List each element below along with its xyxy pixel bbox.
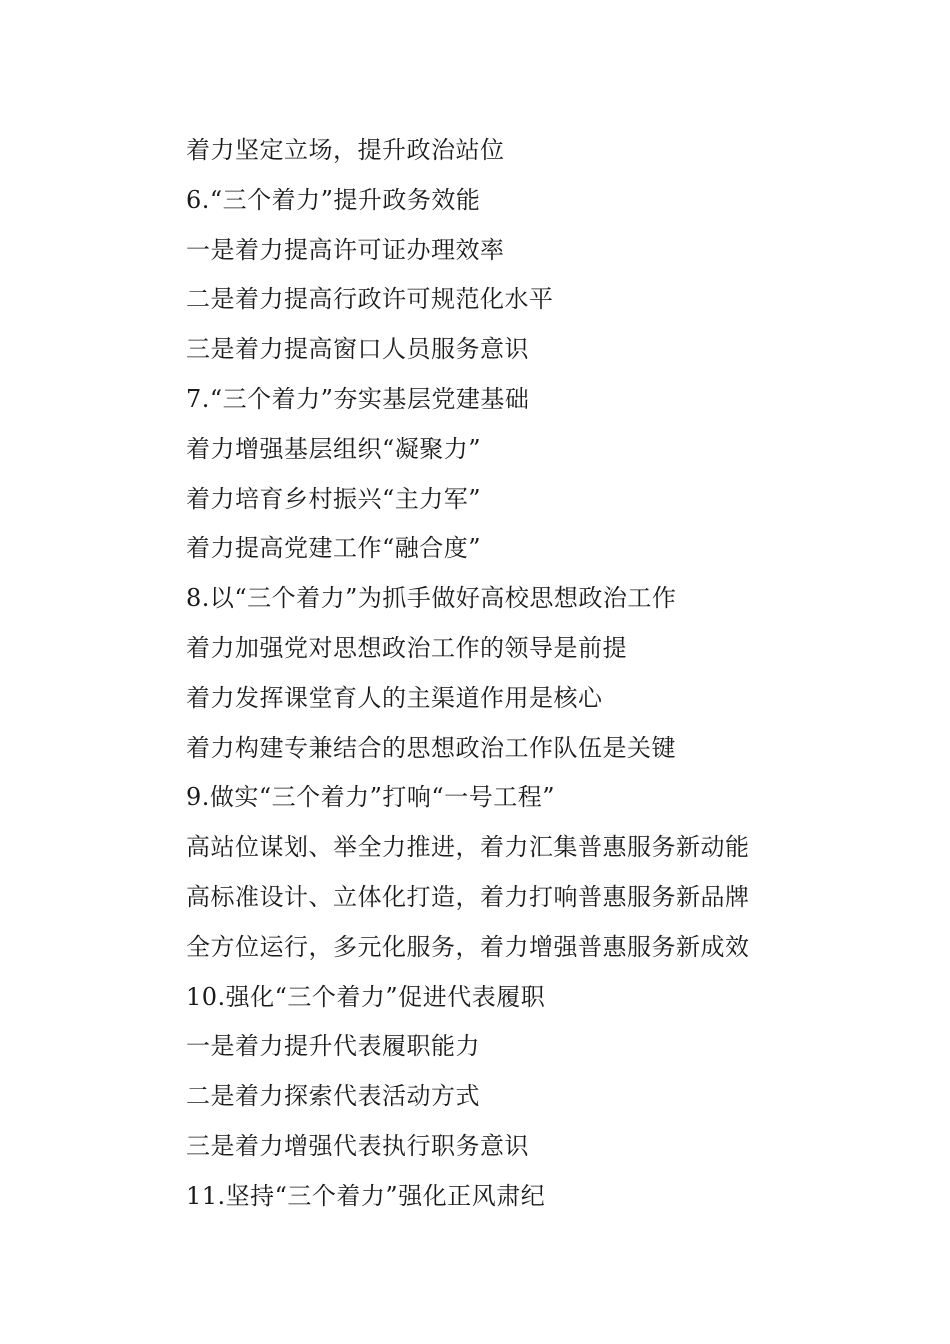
text-line: 着力培育乡村振兴“主力军” bbox=[186, 484, 482, 513]
text-line: 二是着力探索代表活动方式 bbox=[186, 1082, 480, 1111]
text-line: 着力加强党对思想政治工作的领导是前提 bbox=[186, 633, 627, 662]
section-heading: 10.强化“三个着力”促进代表履职 bbox=[186, 982, 546, 1011]
section-heading: 7.“三个着力”夯实基层党建基础 bbox=[186, 384, 530, 413]
text-line: 高标准设计、立体化打造，着力打响普惠服务新品牌 bbox=[186, 882, 750, 911]
text-line: 着力构建专兼结合的思想政治工作队伍是关键 bbox=[186, 733, 676, 762]
text-line: 一是着力提升代表履职能力 bbox=[186, 1032, 480, 1061]
section-heading: 9.做实“三个着力”打响“一号工程” bbox=[186, 783, 555, 812]
text-line: 三是着力提高窗口人员服务意识 bbox=[186, 335, 529, 364]
text-line: 高站位谋划、举全力推进，着力汇集普惠服务新动能 bbox=[186, 833, 750, 862]
text-line: 三是着力增强代表执行职务意识 bbox=[186, 1131, 529, 1160]
text-line: 一是着力提高许可证办理效率 bbox=[186, 235, 505, 264]
document-body bbox=[186, 126, 886, 1222]
section-heading: 11.坚持“三个着力”强化正风肃纪 bbox=[186, 1181, 546, 1210]
text-line: 全方位运行，多元化服务，着力增强普惠服务新成效 bbox=[186, 932, 750, 961]
section-heading: 8.以“三个着力”为抓手做好高校思想政治工作 bbox=[186, 584, 677, 613]
text-line: 着力提高党建工作“融合度” bbox=[186, 534, 482, 563]
text-line: 着力发挥课堂育人的主渠道作用是核心 bbox=[186, 683, 603, 712]
section-heading: 6.“三个着力”提升政务效能 bbox=[186, 185, 481, 214]
text-line: 着力坚定立场，提升政治站位 bbox=[186, 136, 505, 164]
text-line: 着力增强基层组织“凝聚力” bbox=[186, 434, 482, 463]
text-line: 二是着力提高行政许可规范化水平 bbox=[186, 285, 554, 314]
